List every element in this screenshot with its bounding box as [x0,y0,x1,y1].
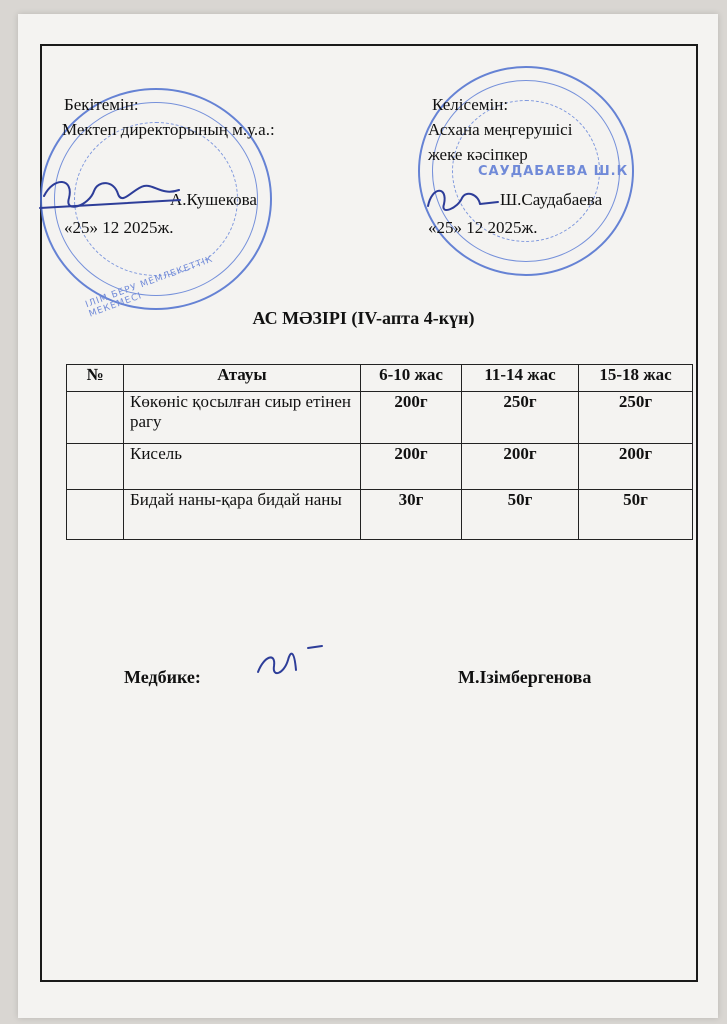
agreement-date: «25» 12 2025ж. [428,218,538,237]
approval-label: Бекітемін: [64,95,139,114]
agreement-name: Ш.Саудабаева [500,190,603,209]
agreement-label: Келісемін: [432,95,509,114]
agreement-position-1: Асхана меңгерушісі [428,120,573,139]
row-number [67,392,124,444]
menu-table [66,364,693,540]
table-row [67,490,693,540]
header-age-15-18: 15-18 жас [579,365,693,392]
row-portion-6-10: 200г [361,444,462,490]
approval-signature [34,166,184,226]
row-portion-11-14: 200г [462,444,579,490]
header-age-6-10: 6-10 жас [361,365,462,392]
nurse-signature [250,640,330,686]
nurse-label: Медбике: [124,667,201,687]
approval-date: «25» 12 2025ж. [64,218,174,237]
row-number [67,490,124,540]
nurse-name: М.Ізімбергенова [458,667,592,687]
header-age-11-14: 11-14 жас [462,365,579,392]
row-dish-name: Көкөніс қосылған сиыр етінен рагу [124,392,361,444]
header-number: № [67,365,124,392]
table-row [67,444,693,490]
right-stamp-text: САУДАБАЕВА Ш.К [478,164,629,179]
agreement-signature [418,176,508,226]
row-portion-15-18: 50г [579,490,693,540]
row-dish-name: Кисель [124,444,361,490]
row-portion-6-10: 30г [361,490,462,540]
row-portion-15-18: 250г [579,392,693,444]
row-portion-15-18: 200г [579,444,693,490]
left-stamp-text: ІЛІМ БЕРУ МЕМЛЕКЕТТІК МЕКЕМЕСІ [84,254,215,320]
menu-title: АС МӘЗІРІ (IV-апта 4-күн) [252,308,475,328]
row-dish-name: Бидай наны-қара бидай наны [124,490,361,540]
row-number [67,444,124,490]
row-portion-6-10: 200г [361,392,462,444]
approval-name: А.Кушекова [170,190,257,209]
approval-position: Мектеп директорының м.у.а.: [62,120,275,139]
row-portion-11-14: 250г [462,392,579,444]
table-header-row [67,365,693,392]
table-row [67,392,693,444]
header-name: Атауы [124,365,361,392]
agreement-position-2: жеке кәсіпкер [428,145,528,164]
row-portion-11-14: 50г [462,490,579,540]
